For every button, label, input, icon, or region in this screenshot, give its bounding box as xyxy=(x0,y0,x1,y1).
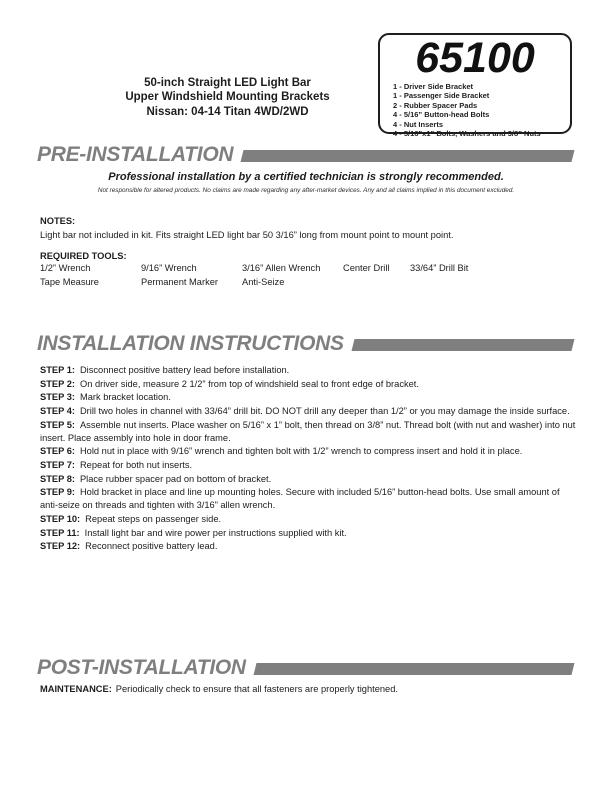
kit-contents-list xyxy=(393,82,564,138)
pre-installation-title: PRE-INSTALLATION xyxy=(37,143,234,166)
product-title-line2: Upper Windshield Mounting Brackets xyxy=(125,91,330,104)
required-tools-label: REQUIRED TOOLS: xyxy=(40,251,127,261)
step-text: Disconnect positive battery lead before installation. xyxy=(79,365,290,375)
step-label: STEP 12: xyxy=(40,541,81,552)
step-text: Place rubber spacer pad on bottom of bracket. xyxy=(79,473,272,484)
step-text: Drill two holes in channel with 33/64” drill bit. DO NOT drill any deeper than 1/2” or you may damage the inside surface. xyxy=(79,405,570,416)
product-title-line3: Nissan: 04-14 Titan 4WD/2WD xyxy=(146,105,309,118)
step-text: Hold nut in place with 9/16” wrench and tighten bolt with 1/2” wrench to compress insert and hold it in place. xyxy=(79,446,523,457)
step-text: Repeat for both nut inserts. xyxy=(79,459,193,470)
part-number: 65100 xyxy=(415,34,535,82)
tool-item: 33/64” Drill Bit xyxy=(410,263,469,273)
maintenance-line xyxy=(40,683,580,696)
pre-installation-header xyxy=(37,144,573,166)
step-text: Hold bracket in place and line up mounting holes. Secure with included 5/16” button-head bolts. Use small amount of anti-seize on threads and tighten with 3/16” allen wrench. xyxy=(40,487,560,511)
installation-instructions-title: INSTALLATION INSTRUCTIONS xyxy=(37,332,344,355)
instruction-step xyxy=(40,540,577,553)
instruction-step xyxy=(40,419,577,445)
notes-label: NOTES: xyxy=(40,216,76,226)
step-label: STEP 2: xyxy=(40,378,75,389)
step-label: STEP 8: xyxy=(40,473,75,484)
tool-item: Tape Measure xyxy=(40,276,99,287)
post-installation-title: POST-INSTALLATION xyxy=(37,656,246,679)
disclaimer-text: Not responsible for altered products. No claims are made regarding any after-market devices. Any and all claims implied in this document excluded. xyxy=(97,187,515,194)
tool-item: 9/16” Wrench xyxy=(141,263,197,273)
instruction-step xyxy=(40,473,577,486)
step-text: On driver side, measure 2 1/2” from top of windshield seal to front edge of bracket. xyxy=(79,378,419,389)
notes-text: Light bar not included in kit. Fits straight LED light bar 50 3/16” long from mount point to mount point. xyxy=(40,230,454,240)
header-bar xyxy=(351,339,574,351)
installation-instructions-header xyxy=(37,333,573,355)
kit-content-item: 2 - Rubber Spacer Pads xyxy=(393,100,478,110)
post-installation-header xyxy=(37,657,573,679)
instruction-step xyxy=(40,486,577,512)
step-text: Mark bracket location. xyxy=(79,392,171,403)
step-text: Repeat steps on passenger side. xyxy=(85,513,222,524)
tool-item: 3/16” Allen Wrench xyxy=(242,263,321,273)
installation-steps xyxy=(40,364,577,554)
step-label: STEP 6: xyxy=(40,446,75,457)
kit-content-item: 1 - Passenger Side Bracket xyxy=(393,91,490,101)
tools-row-1 xyxy=(40,262,585,276)
step-label: STEP 5: xyxy=(40,419,75,430)
product-title xyxy=(55,76,400,119)
tool-item: Center Drill xyxy=(343,263,390,273)
header-bar xyxy=(253,663,574,675)
instruction-step xyxy=(40,459,577,472)
required-tools-list xyxy=(40,262,585,289)
recommendation-text: Professional installation by a certified technician is strongly recommended. xyxy=(108,171,504,183)
step-label: STEP 10: xyxy=(40,513,81,524)
step-label: STEP 3: xyxy=(40,392,75,403)
step-label: STEP 11: xyxy=(40,527,80,538)
instruction-step xyxy=(40,378,577,391)
instruction-step xyxy=(40,527,577,540)
kit-content-item: 4 - Nut Inserts xyxy=(393,119,444,129)
kit-content-item: 4 - 5/16” Button-head Bolts xyxy=(393,110,490,120)
tool-item: Permanent Marker xyxy=(141,276,218,287)
maintenance-label: MAINTENANCE: xyxy=(40,684,112,694)
step-label: STEP 7: xyxy=(40,459,75,470)
instruction-step xyxy=(40,445,577,458)
maintenance-text: Periodically check to ensure that all fasteners are properly tightened. xyxy=(115,684,398,694)
step-label: STEP 1: xyxy=(40,365,75,375)
kit-contents-box xyxy=(378,33,572,139)
step-label: STEP 4: xyxy=(40,405,75,416)
instruction-step xyxy=(40,391,577,404)
step-text: Install light bar and wire power per instructions supplied with kit. xyxy=(84,527,347,538)
instruction-step xyxy=(40,405,577,418)
tool-item: 1/2” Wrench xyxy=(40,263,91,273)
step-text: Assemble nut inserts. Place washer on 5/16” x 1” bolt, then thread on 3/8” nut. Thread bolt (with nut and washer) into nut insert. Place assembly into hole in door frame. xyxy=(40,419,576,443)
instruction-step xyxy=(40,513,577,526)
header-bar xyxy=(241,150,575,162)
step-label: STEP 9: xyxy=(40,487,75,498)
tool-item: Anti-Seize xyxy=(242,276,285,287)
step-text: Reconnect positive battery lead. xyxy=(85,541,218,552)
kit-content-item: 1 - Driver Side Bracket xyxy=(393,82,474,91)
product-title-line1: 50-inch Straight LED Light Bar xyxy=(144,77,311,89)
instruction-step xyxy=(40,364,577,377)
kit-content-item: 4 - 5/16”x1” Bolts, Washers and 3/8” Nuts xyxy=(393,129,541,139)
tools-row-2 xyxy=(40,276,585,290)
